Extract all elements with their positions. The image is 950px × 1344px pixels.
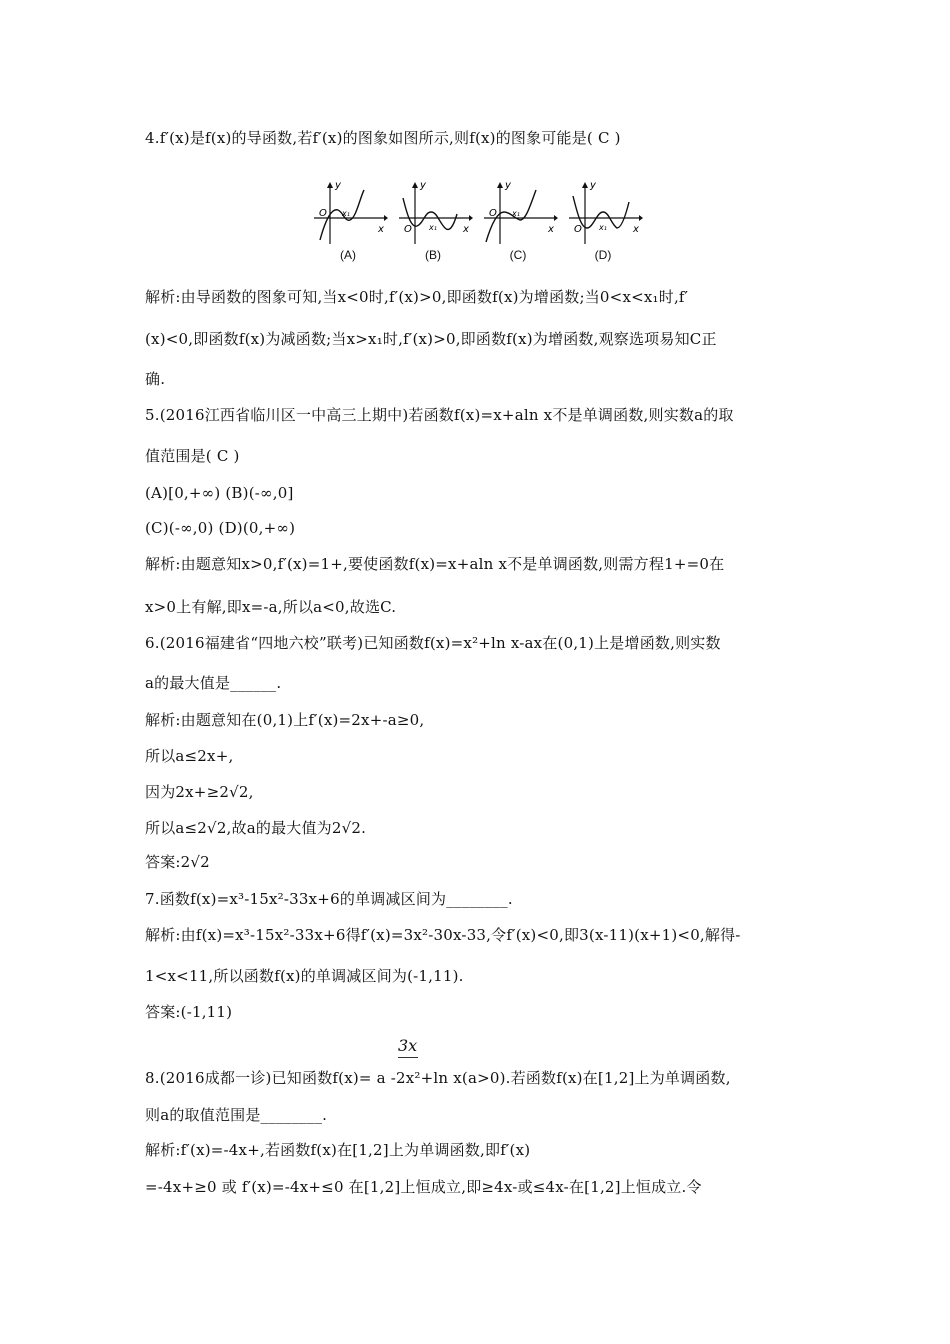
figure-c <box>480 178 560 268</box>
q6-solution-line-4: 所以a≤2√2,故a的最大值为2√2. <box>145 819 367 837</box>
x-axis-label: x <box>378 224 384 235</box>
x-axis-label: x <box>463 224 469 235</box>
q5-stem-cont: 值范围是( C ) <box>145 447 240 465</box>
figure-a <box>310 178 390 268</box>
q6-stem: 6.(2016福建省“四地六校”联考)已知函数f(x)=x²+ln x-ax在(0,1)上是增函数,则实数 <box>145 634 721 652</box>
q7-solution-line-1: 解析:由f(x)=x³-15x²-33x+6得f′(x)=3x²-30x-33,令f′(x)<0,即3(x-11)(x+1)<0,解得- <box>145 926 741 944</box>
origin-label: O <box>319 208 327 219</box>
y-axis-label: y <box>590 180 596 191</box>
q5-options-cd: (C)(-∞,0) (D)(0,+∞) <box>145 519 296 537</box>
graph-b <box>395 178 475 248</box>
q4-solution-line-2: (x)<0,即函数f(x)为减函数;当x>x₁时,f′(x)>0,即函数f(x)为增函数,观察选项易知C正 <box>145 330 717 348</box>
x1-label: x₁ <box>342 209 350 218</box>
graph-d <box>565 178 645 248</box>
y-axis-label: y <box>505 180 511 191</box>
q8-stem: 8.(2016成都一诊)已知函数f(x)= a -2x²+ln x(a>0).若函数f(x)在[1,2]上为单调函数, <box>145 1069 731 1087</box>
q5-solution-line-2: x>0上有解,即x=-a,所以a<0,故选C. <box>145 598 397 616</box>
q8-stem-cont: 则a的取值范围是________. <box>145 1106 328 1124</box>
figure-caption: (C) <box>509 248 527 262</box>
figure-d <box>565 178 645 268</box>
q7-solution-line-2: 1<x<11,所以函数f(x)的单调减区间为(-1,11). <box>145 967 464 985</box>
graph-c <box>480 178 560 248</box>
q8-solution-line-1: 解析:f′(x)=-4x+,若函数f(x)在[1,2]上为单调函数,即f′(x) <box>145 1141 531 1159</box>
figure-caption: (B) <box>425 248 441 262</box>
origin-label: O <box>404 224 412 235</box>
figure-caption: (D) <box>594 248 612 262</box>
x1-label: x₁ <box>512 209 520 218</box>
x1-label: x₁ <box>599 223 607 232</box>
q5-stem: 5.(2016江西省临川区一中高三上期中)若函数f(x)=x+aln x不是单调函数,则实数a的取 <box>145 406 734 424</box>
q6-answer: 答案:2√2 <box>145 853 210 871</box>
x1-label: x₁ <box>429 223 437 232</box>
x-axis-label: x <box>633 224 639 235</box>
q5-solution-line-1: 解析:由题意知x>0,f′(x)=1+,要使函数f(x)=x+aln x不是单调函数,则需方程1+=0在 <box>145 555 725 573</box>
q6-solution-line-2: 所以a≤2x+, <box>145 747 234 765</box>
q7-stem: 7.函数f(x)=x³-15x²-33x+6的单调减区间为________. <box>145 890 513 908</box>
fraction-bar <box>398 1057 418 1058</box>
q6-stem-cont: a的最大值是______. <box>145 674 282 692</box>
q4-stem: 4.f′(x)是f(x)的导函数,若f′(x)的图象如图所示,则f(x)的图象可能是( C ) <box>145 129 621 147</box>
q7-answer: 答案:(-1,11) <box>145 1003 233 1021</box>
figure-b <box>395 178 475 268</box>
y-axis-label: y <box>420 180 426 191</box>
origin-label: O <box>489 208 497 219</box>
q4-figures <box>310 178 650 268</box>
origin-label: O <box>574 224 582 235</box>
q6-solution-line-3: 因为2x+≥2√2, <box>145 783 254 801</box>
y-axis-label: y <box>335 180 341 191</box>
q4-solution-line-1: 解析:由导函数的图象可知,当x<0时,f′(x)>0,即函数f(x)为增函数;当0<x<x₁时,f′ <box>145 288 689 306</box>
graph-a <box>310 178 390 248</box>
fraction-numerator: 3x <box>398 1036 418 1055</box>
figure-caption: (A) <box>340 248 356 262</box>
q4-solution-line-3: 确. <box>145 370 166 388</box>
q5-options-ab: (A)[0,+∞) (B)(-∞,0] <box>145 484 294 502</box>
q6-solution-line-1: 解析:由题意知在(0,1)上f′(x)=2x+-a≥0, <box>145 711 425 729</box>
q8-solution-line-2: =-4x+≥0 或 f′(x)=-4x+≤0 在[1,2]上恒成立,即≥4x-或≤4x-在[1,2]上恒成立.令 <box>145 1178 702 1196</box>
x-axis-label: x <box>548 224 554 235</box>
